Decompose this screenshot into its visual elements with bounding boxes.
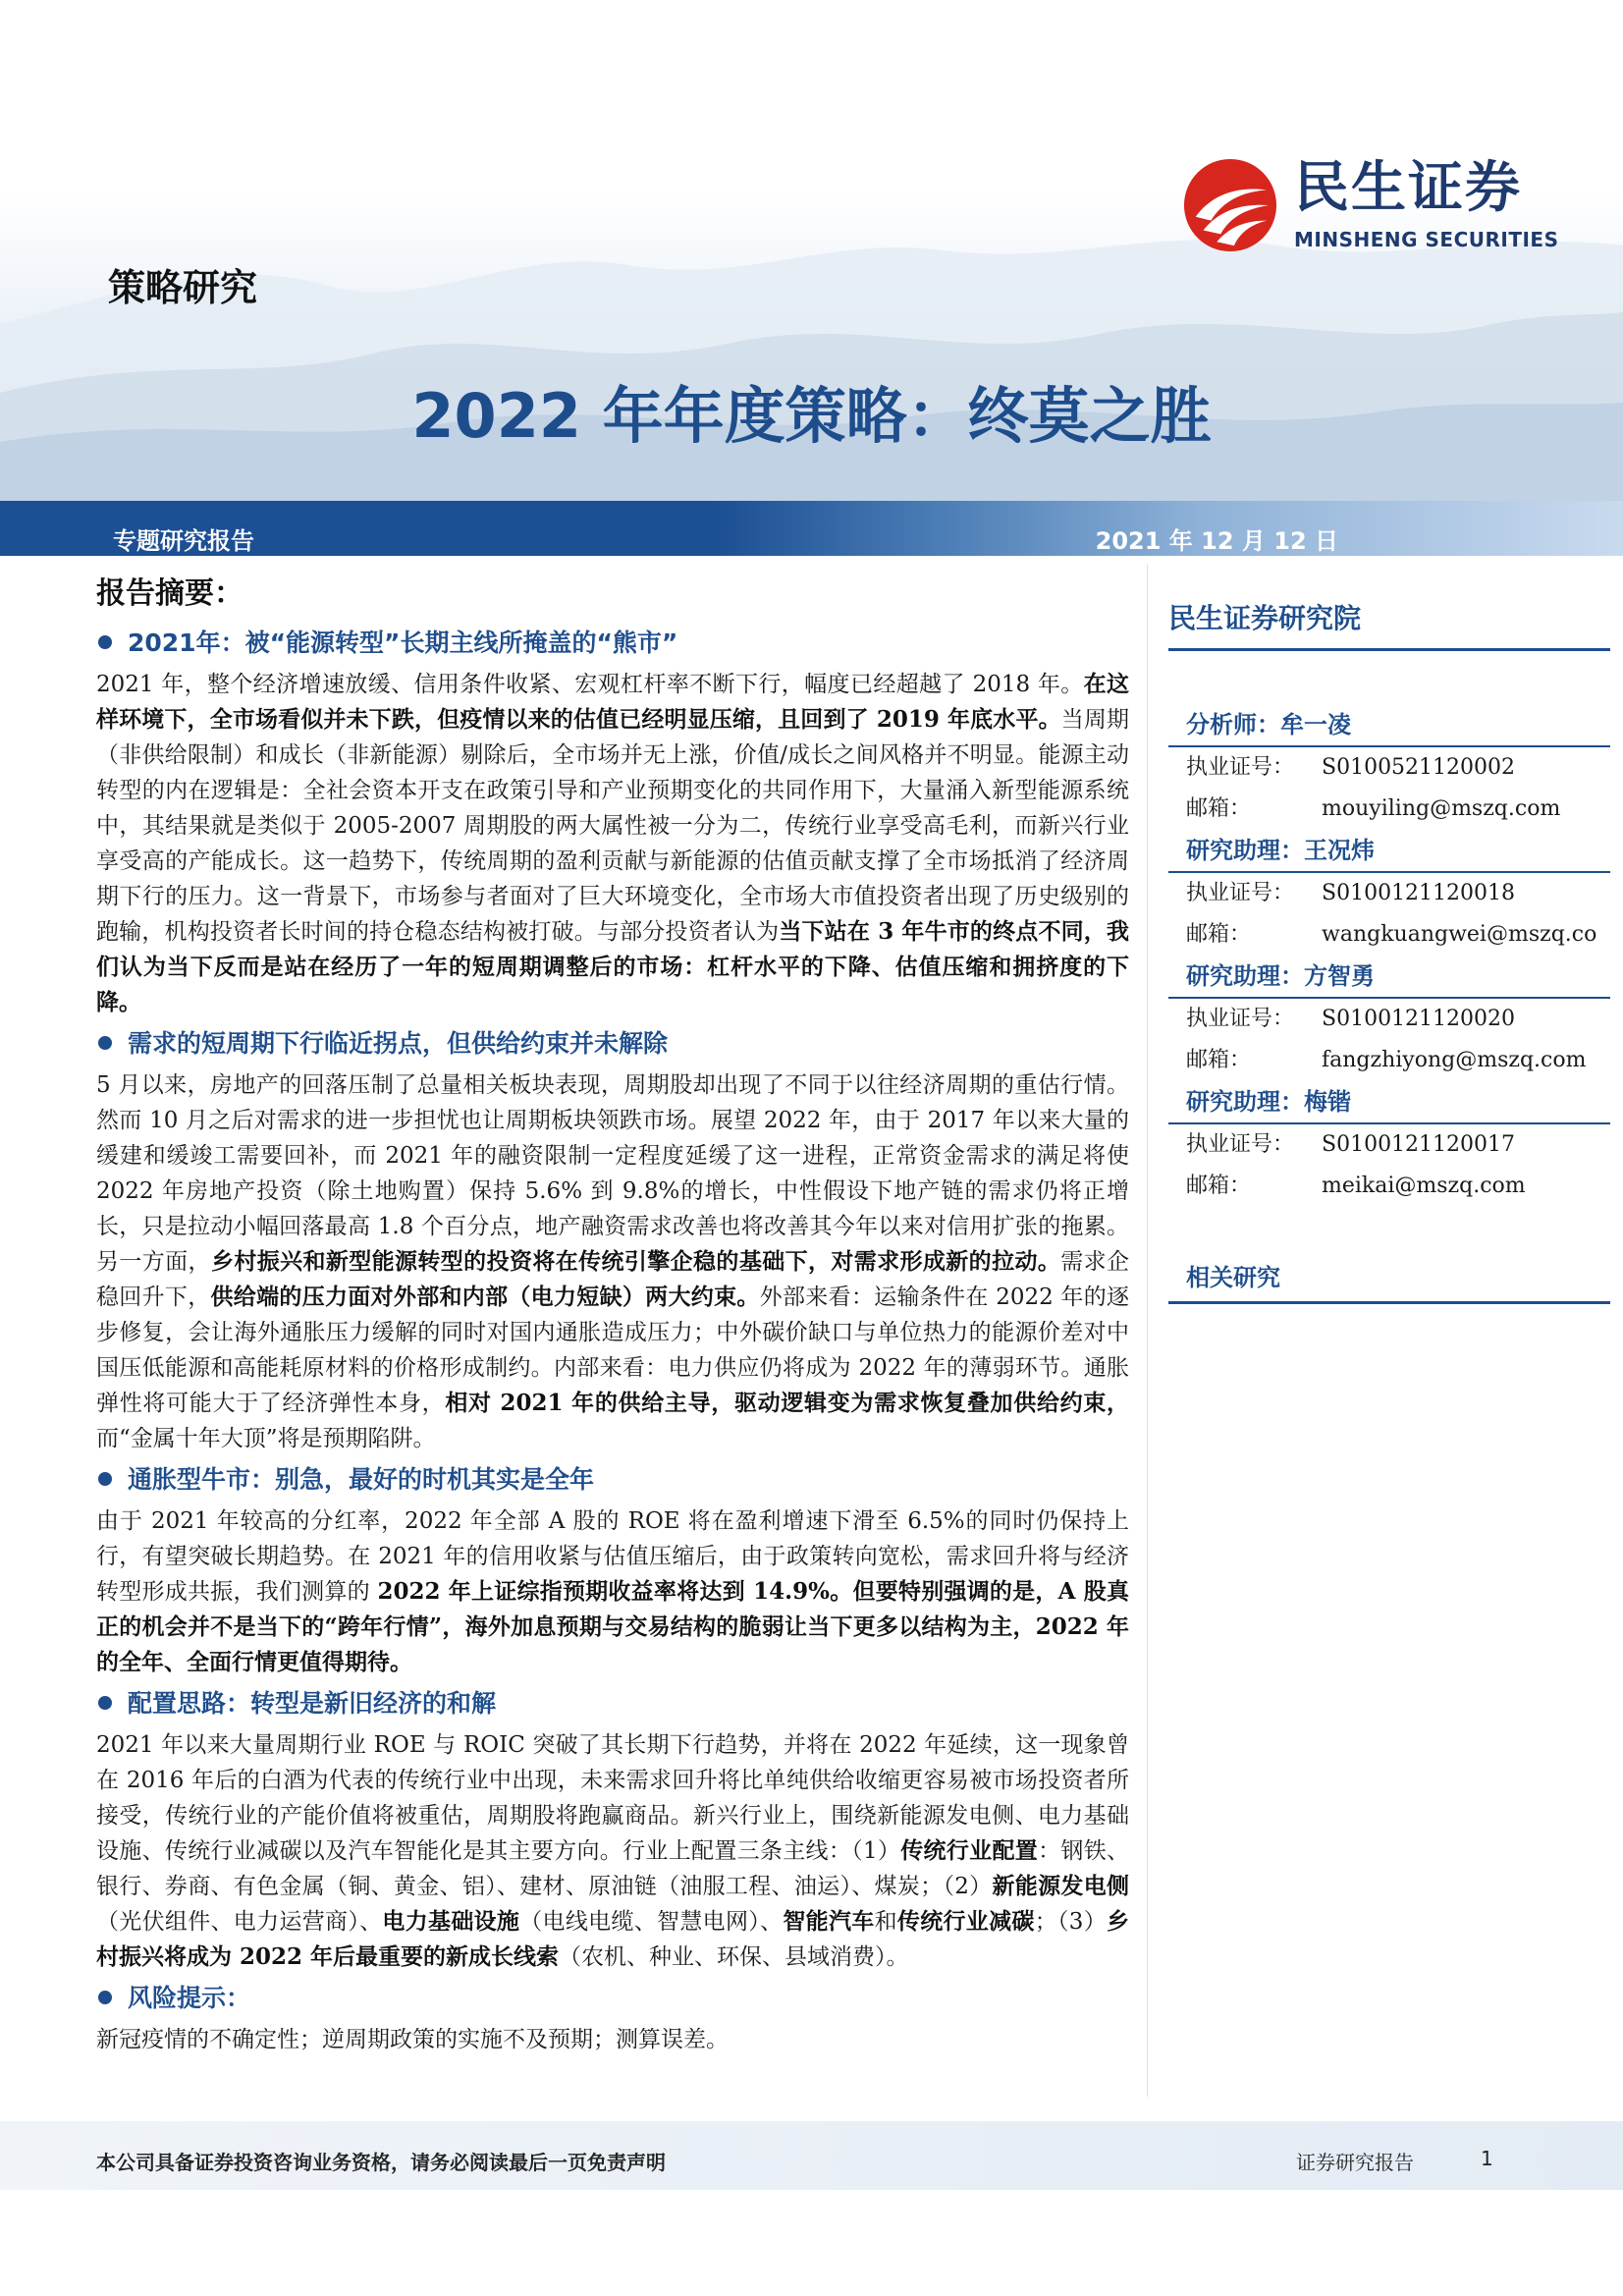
section-heading xyxy=(96,1686,1129,1722)
email-row xyxy=(1168,1166,1610,1207)
email-label: 邮箱： xyxy=(1186,796,1252,821)
section-title: 需求的短周期下行临近拐点，但供给约束并未解除 xyxy=(128,1029,669,1058)
emphasis-text: 2022 年上证综指预期收益率将达到 14.9%。但要特别强调的是，A 股真正的机会并不是当下的“跨年行情”，海外加息预期与交易结构的脆弱让当下更多以结构为主，2022 年的全年、全面行情更值得期待。 xyxy=(96,1578,1129,1675)
license-label: 执业证号： xyxy=(1186,1132,1295,1157)
risk-text: 新冠疫情的不确定性；逆周期政策的实施不及预期；测算误差。 xyxy=(96,2027,729,2052)
bullet-dot-icon xyxy=(98,1991,112,2004)
analyst-block xyxy=(1168,830,1610,956)
column-divider xyxy=(1147,565,1148,2097)
emphasis-text: 新能源发电侧 xyxy=(992,1873,1130,1899)
emphasis-text: 智能汽车 xyxy=(783,1908,875,1935)
bullet-dot-icon xyxy=(98,1696,112,1710)
section-heading xyxy=(96,1462,1129,1498)
body-text: （电线电缆、智慧电网）、 xyxy=(519,1909,784,1935)
body-text: 而“金属十年大顶”将是预期陷阱。 xyxy=(96,1426,436,1451)
email-row xyxy=(1168,1040,1610,1081)
minsheng-logo-icon xyxy=(1182,157,1278,253)
body-text: 和 xyxy=(874,1909,897,1935)
license-number: S0100121120020 xyxy=(1322,1007,1516,1031)
body-text: ；（3） xyxy=(1034,1909,1108,1935)
email-label: 邮箱： xyxy=(1186,1174,1252,1198)
emphasis-text: 相对 2021 年的供给主导，驱动逻辑变为需求恢复叠加供给约束， xyxy=(445,1390,1130,1416)
bullet-dot-icon xyxy=(98,1036,112,1050)
institute-name: 民生证券研究院 xyxy=(1168,589,1610,651)
email-link[interactable]: fangzhiyong@mszq.com xyxy=(1322,1048,1587,1072)
emphasis-text: 在这样环境下，全市场看似并未下跌，但疫情以来的估值已经明显压缩，且回到了 2019 年底水平。 xyxy=(96,671,1129,733)
bullet-dot-icon xyxy=(98,635,112,649)
body-text: 5 月以来，房地产的回落压制了总量相关板块表现，周期股却出现了不同于以往经济周期的重估行情。然而 10 月之后对需求的进一步担忧也让周期板块领跌市场。展望 2022 年，由于 2017 年以来大量的缓建和缓竣工需要回补，而 2021 年的融资限制一定程度延缓了这一进程，正常资金需求的满足将使 2022 年房地产投资（除土地购置）保持 5.6% 到 9.8%的增长，中性假设下地产链的需求仍将正增长，只是拉动小幅回落最高 1.8 个百分点，地产融资需求改善也将改善其今年以来对信用扩张的拖累。另一方面， xyxy=(96,1072,1129,1275)
section-paragraph xyxy=(96,1503,1129,1680)
cover-banner xyxy=(0,0,1623,501)
analyst-block xyxy=(1168,1081,1610,1207)
emphasis-text: 乡村振兴将成为 2022 年后最重要的新成长线索 xyxy=(96,1908,1130,1970)
sidebar xyxy=(1168,589,1610,1304)
emphasis-text: 传统行业减碳 xyxy=(896,1908,1035,1935)
report-date: 2021 年 12 月 12 日 xyxy=(1095,527,1338,555)
emphasis-text: 供给端的压力面对外部和内部（电力短缺）两大约束。 xyxy=(210,1284,760,1310)
email-link[interactable]: wangkuangwei@mszq.co xyxy=(1322,922,1597,947)
license-row xyxy=(1168,747,1610,789)
email-label: 邮箱： xyxy=(1186,1048,1252,1072)
bullet-dot-icon xyxy=(98,1472,112,1486)
emphasis-text: 电力基础设施 xyxy=(382,1908,520,1935)
license-number: S0100521120002 xyxy=(1322,755,1516,780)
email-link[interactable]: mouyiling@mszq.com xyxy=(1322,796,1561,821)
analyst-block xyxy=(1168,956,1610,1081)
page-number: 1 xyxy=(1481,2147,1493,2170)
license-number: S0100121120017 xyxy=(1322,1132,1516,1157)
email-label: 邮箱： xyxy=(1186,922,1252,947)
body-text: ：钢铁、银行、券商、有色金属（铜、黄金、铝）、建材、原油链（油服工程、油运）、煤炭；（2） xyxy=(96,1838,1130,1899)
analyst-block xyxy=(1168,704,1610,830)
email-link[interactable]: meikai@mszq.com xyxy=(1322,1174,1526,1198)
analyst-name: 研究助理：王况炜 xyxy=(1168,830,1610,873)
license-label: 执业证号： xyxy=(1186,881,1295,905)
report-title: 2022 年年度策略：终莫之胜 xyxy=(411,380,1212,452)
emphasis-text: 乡村振兴和新型能源转型的投资将在传统引擎企稳的基础下，对需求形成新的拉动。 xyxy=(210,1248,1061,1275)
summary-heading: 报告摘要： xyxy=(96,576,243,611)
emphasis-text: 传统行业配置 xyxy=(900,1837,1039,1864)
logo-english-name: MINSHENG SECURITIES xyxy=(1294,228,1559,251)
section-heading xyxy=(96,1026,1129,1062)
emphasis-text: 当下站在 3 年牛市的终点不同，我们认为当下反而是站在经历了一年的短周期调整后的市场：杠杆水平的下降、估值压缩和拥挤度的下降。 xyxy=(96,918,1129,1015)
body-text: （农机、种业、环保、县域消费）。 xyxy=(559,1944,909,1970)
section-paragraph xyxy=(96,1727,1129,1975)
section-title: 通胀型牛市：别急，最好的时机其实是全年 xyxy=(128,1465,595,1494)
section-title: 配置思路：转型是新旧经济的和解 xyxy=(128,1689,497,1718)
analyst-name: 分析师：牟一凌 xyxy=(1168,704,1610,747)
footer-report-label: 证券研究报告 xyxy=(1296,2151,1414,2174)
body-text: （光伏组件、电力运营商）、 xyxy=(96,1909,383,1935)
license-row xyxy=(1168,873,1610,914)
body-text: 2021 年以来大量周期行业 ROE 与 ROIC 突破了其长期下行趋势，并将在 2022 年延续，这一现象曾在 2016 年后的白酒为代表的传统行业中出现，未来需求回升将比单纯供给收缩更容易被市场投资者所接受，传统行业的产能价值将被重估，周期股将跑赢商品。新兴行业上，围绕新能源发电侧、电力基础设施、传统行业减碳以及汽车智能化是其主要方向。行业上配置三条主线：（1） xyxy=(96,1732,1129,1864)
license-label: 执业证号： xyxy=(1186,1007,1295,1031)
body-text: 外部来看：运输条件在 2022 年的逐步修复，会让海外通胀压力缓解的同时对国内通胀造成压力；中外碳价缺口与单位热力的能源价差对中国压低能源和高能耗原材料的价格形成制约。内部来看：电力供应仍将成为 2022 年的薄弱环节。通胀弹性将可能大于了经济弹性本身， xyxy=(96,1285,1130,1416)
analyst-name: 研究助理：方智勇 xyxy=(1168,956,1610,999)
email-row xyxy=(1168,914,1610,956)
section-title: 2021年：被“能源转型”长期主线所掩盖的“熊市” xyxy=(128,629,678,657)
body-text: 当周期（非供给限制）和成长（非新能源）剔除后，全市场并无上涨，价值/成长之间风格并不明显。能源主动转型的内在逻辑是：全社会资本开支在政策引导和产业预期变化的共同作用下，大量涌入新型能源系统中，其结果就是类似于 2005-2007 周期股的两大属性被一分为二，传统行业享受高毛利，而新兴行业享受高的产能成长。这一趋势下，传统周期的盈利贡献与新能源的估值贡献支撑了全市场抵消了经济周期下行的压力。这一背景下，市场参与者面对了巨大环境变化，全市场大市值投资者出现了历史级别的跑输，机构投资者长时间的持仓稳态结构被打破。与部分投资者认为 xyxy=(96,707,1130,945)
email-row xyxy=(1168,789,1610,830)
risk-heading xyxy=(96,1981,1129,2016)
section-heading xyxy=(96,626,1129,661)
section-paragraph xyxy=(96,667,1129,1020)
summary-column xyxy=(96,574,1129,2057)
report-type: 专题研究报告 xyxy=(113,527,254,555)
risk-title: 风险提示： xyxy=(128,1984,251,2012)
related-research-heading: 相关研究 xyxy=(1168,1254,1610,1304)
footer-disclaimer: 本公司具备证券投资咨询业务资格，请务必阅读最后一页免责声明 xyxy=(96,2151,666,2174)
license-row xyxy=(1168,999,1610,1040)
report-category: 策略研究 xyxy=(108,266,258,309)
license-number: S0100121120018 xyxy=(1322,881,1516,905)
license-label: 执业证号： xyxy=(1186,755,1295,780)
logo-chinese-name: 民生证券 xyxy=(1294,156,1522,220)
body-text: 2021 年，整个经济增速放缓、信用条件收紧、宏观杠杆率不断下行，幅度已经超越了 2018 年。 xyxy=(96,672,1084,697)
analyst-name: 研究助理：梅锴 xyxy=(1168,1081,1610,1124)
body-text: 由于 2021 年较高的分红率，2022 年全部 A 股的 ROE 将在盈利增速下滑至 6.5%的同时仍保持上行，有望突破长期趋势。在 2021 年的信用收紧与估值压缩后，由于政策转向宽松，需求回升将与经济转型形成共振，我们测算的 xyxy=(96,1508,1129,1605)
section-paragraph xyxy=(96,1067,1129,1456)
body-text: 需求企稳回升下， xyxy=(96,1249,1130,1310)
license-row xyxy=(1168,1124,1610,1166)
